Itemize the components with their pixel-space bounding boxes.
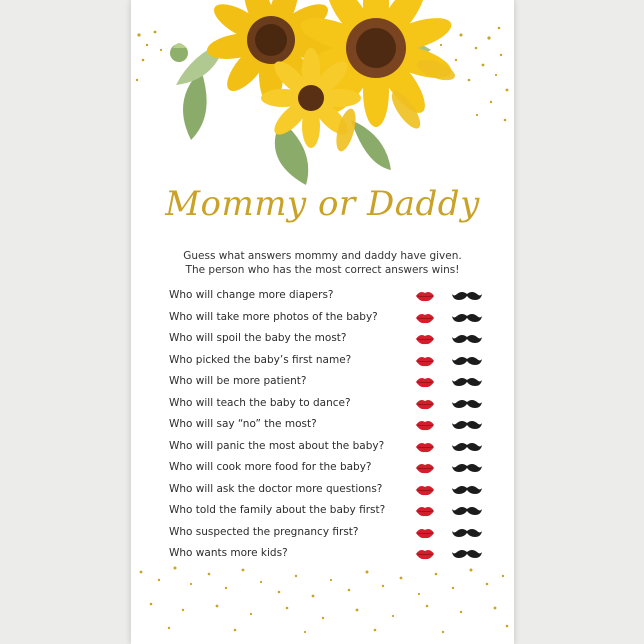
lips-icon xyxy=(415,312,435,324)
lips-icon xyxy=(415,333,435,345)
question-row xyxy=(169,436,489,458)
question-text: Who will spoil the baby the most? xyxy=(169,332,347,344)
question-row xyxy=(169,500,489,522)
mustache-icon xyxy=(452,528,482,538)
question-text: Who will be more patient? xyxy=(169,375,307,387)
question-text: Who will cook more food for the baby? xyxy=(169,461,372,473)
gold-confetti-top xyxy=(131,20,514,150)
lips-icon xyxy=(415,548,435,560)
lips-icon xyxy=(415,398,435,410)
lips-icon xyxy=(415,462,435,474)
question-list xyxy=(169,285,489,565)
instructions xyxy=(149,249,496,277)
question-row xyxy=(169,414,489,436)
mustache-icon xyxy=(452,442,482,452)
question-text: Who will ask the doctor more questions? xyxy=(169,482,383,495)
mustache-icon xyxy=(452,313,482,323)
lips-icon xyxy=(415,376,435,388)
mustache-icon xyxy=(452,356,482,366)
question-row xyxy=(169,371,489,393)
question-text: Who picked the baby’s first name? xyxy=(169,353,352,366)
question-text: Who will change more diapers? xyxy=(169,289,334,301)
lips-icon xyxy=(415,441,435,453)
mustache-icon xyxy=(452,334,482,344)
mustache-icon xyxy=(452,420,482,430)
question-row xyxy=(169,307,489,329)
question-text: Who will panic the most about the baby? xyxy=(169,439,385,452)
question-row xyxy=(169,457,489,479)
question-row xyxy=(169,522,489,544)
lips-icon xyxy=(415,290,435,302)
game-title: Mommy or Daddy xyxy=(165,184,480,224)
lips-icon xyxy=(415,419,435,431)
instruction-line: Guess what answers mommy and daddy have given. xyxy=(183,250,462,262)
mustache-icon xyxy=(452,291,482,301)
question-text: Who wants more kids? xyxy=(169,547,288,559)
game-card xyxy=(131,0,514,644)
lips-icon xyxy=(415,484,435,496)
question-row xyxy=(169,393,489,415)
mustache-icon xyxy=(452,506,482,516)
mustache-icon xyxy=(452,399,482,409)
lips-icon xyxy=(415,355,435,367)
mustache-icon xyxy=(452,549,482,559)
question-row xyxy=(169,479,489,501)
question-text: Who suspected the pregnancy first? xyxy=(169,525,359,538)
question-row xyxy=(169,350,489,372)
lips-icon xyxy=(415,527,435,539)
mustache-icon xyxy=(452,377,482,387)
question-text: Who will say “no” the most? xyxy=(169,418,317,430)
question-text: Who told the family about the baby first? xyxy=(169,504,386,516)
question-text: Who will teach the baby to dance? xyxy=(169,396,351,409)
question-row xyxy=(169,285,489,307)
instruction-line: The person who has the most correct answers wins! xyxy=(185,264,460,276)
question-row xyxy=(169,328,489,350)
question-text: Who will take more photos of the baby? xyxy=(169,310,378,323)
gold-confetti-bottom xyxy=(131,560,514,644)
mustache-icon xyxy=(452,485,482,495)
lips-icon xyxy=(415,505,435,517)
mustache-icon xyxy=(452,463,482,473)
